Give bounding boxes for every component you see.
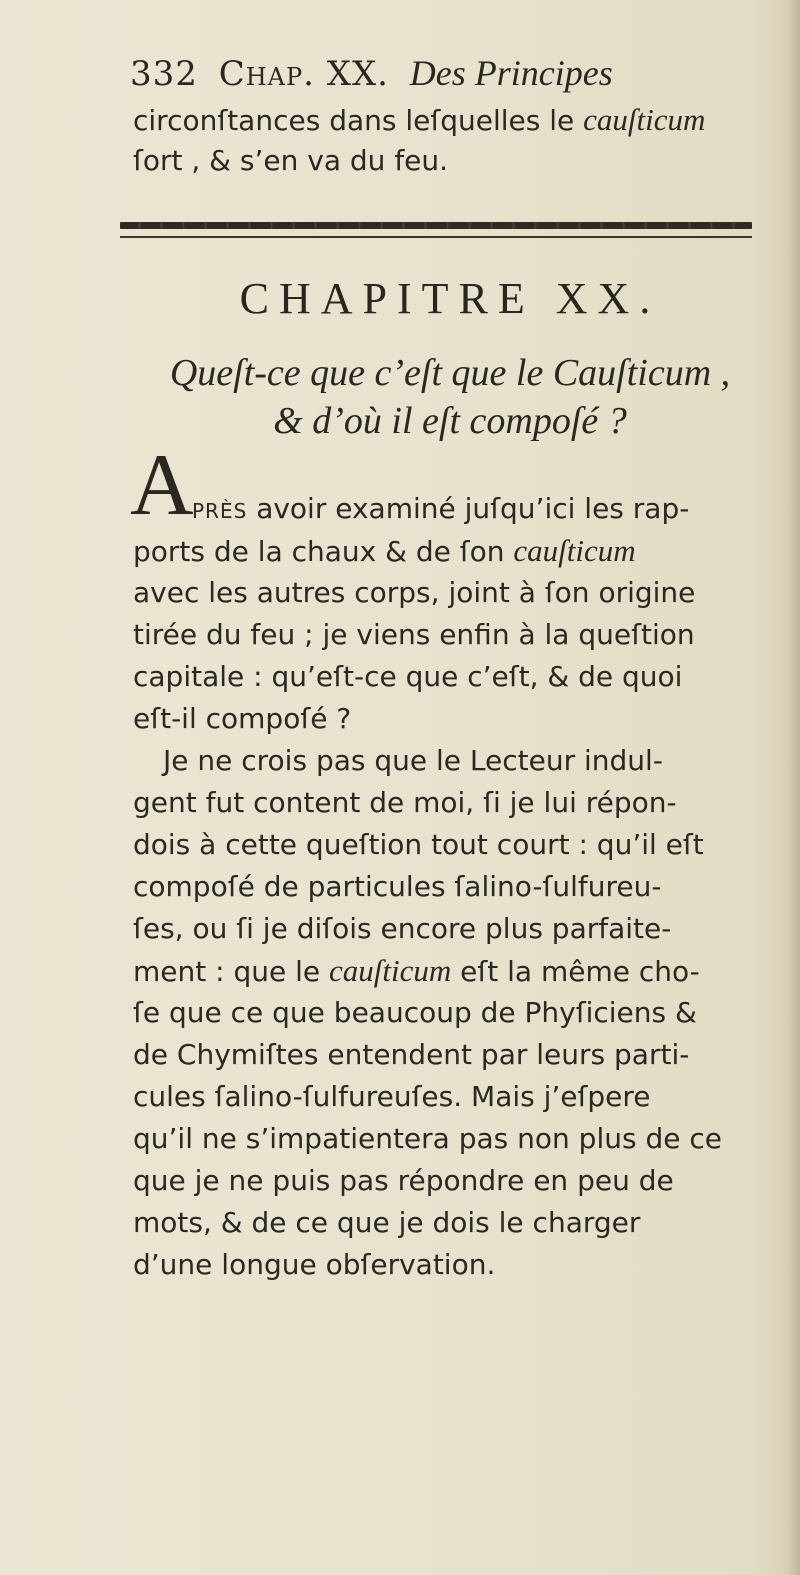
chapter-heading: CHAPITRE XX. <box>239 274 661 323</box>
text-span: ment : que le <box>133 955 330 988</box>
italic-term: cauſticum <box>583 102 706 137</box>
text-line <box>133 948 773 994</box>
text-line: dois à cette queſtion tout court : qu’il eſt <box>133 828 704 861</box>
text-line <box>133 97 773 143</box>
chapter-subtitle-line: Queſt-ce que c’eſt que le Cauſticum , <box>169 352 731 394</box>
text-span: avoir examiné juſqu’ici les rap- <box>247 492 690 525</box>
italic-term: cauſticum <box>329 953 452 988</box>
text-line: avec les autres corps, joint à ſon origine <box>133 576 696 609</box>
text-span: ports de la chaux & de ſon <box>133 535 514 568</box>
small-caps-word: près <box>192 492 248 525</box>
ornamental-rule <box>120 222 752 229</box>
text-line: capitale : qu’eſt-ce que c’eſt, & de quoi <box>133 660 683 693</box>
text-line <box>133 528 773 574</box>
text-line: Je ne crois pas que le Lecteur indul- <box>163 744 663 777</box>
text-line: de Chymiſtes entendent par leurs parti- <box>133 1038 690 1071</box>
text-line <box>192 486 772 532</box>
chapter-subtitle-line: & d’où il eſt compoſé ? <box>273 400 627 442</box>
running-header <box>130 48 770 98</box>
text-line: gent fut content de moi, ſi je lui répon- <box>133 786 677 819</box>
drop-cap: A <box>130 437 194 534</box>
text-line: que je ne puis pas répondre en peu de <box>133 1164 674 1197</box>
text-line: d’une longue obſervation. <box>133 1248 496 1281</box>
text-line: eſt-il compoſé ? <box>133 702 352 735</box>
running-title: Des Principes <box>409 53 613 93</box>
text-line: qu’il ne s’impatientera pas non plus de ce <box>133 1122 722 1155</box>
page-edge-shadow <box>786 0 800 1575</box>
thin-rule <box>120 236 752 238</box>
page-number: 332 <box>130 54 198 94</box>
italic-term: cauſticum <box>513 533 636 568</box>
text-line: tirée du feu ; je viens enfin à la queſtion <box>133 618 695 651</box>
chapter-reference: Chap. XX. <box>218 54 389 94</box>
text-line: mots, & de ce que je dois le charger <box>133 1206 641 1239</box>
text-span: eſt la même cho- <box>451 955 700 988</box>
text-line: cules ſalino-ſulfureuſes. Mais j’eſpere <box>133 1080 651 1113</box>
text-line: ſes, ou ſi je diſois encore plus parfaite- <box>133 912 672 945</box>
text-line: compoſé de particules ſalino-ſulfureu- <box>133 870 662 903</box>
text-line: ſort , & s’en va du feu. <box>133 144 449 177</box>
text-span: circonſtances dans leſquelles le <box>133 104 584 137</box>
text-line: ſe que ce que beaucoup de Phyſiciens & <box>133 996 697 1029</box>
